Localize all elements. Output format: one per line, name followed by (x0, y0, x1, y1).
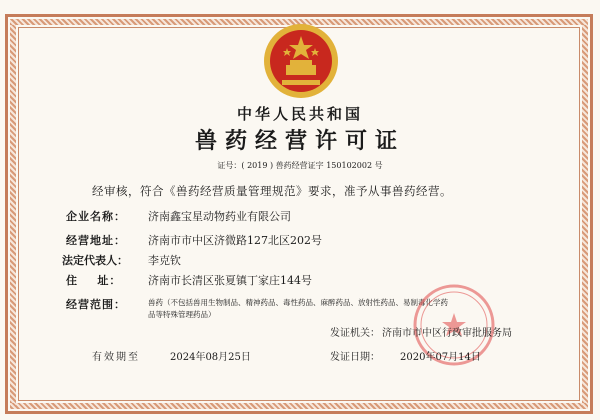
issuer-value: 济南市市中区行政审批服务局 (382, 328, 512, 339)
company-label: 企业名称： (66, 210, 126, 223)
approval-statement: 经审核，符合《兽药经营质量管理规范》要求，准予从事兽药经营。 (92, 184, 452, 198)
legal-rep-value: 李克钦 (148, 254, 181, 267)
company-value: 济南鑫宝星动物药业有限公司 (148, 210, 291, 223)
residence-label: 住 址： (66, 274, 122, 287)
legal-rep-label: 法定代表人： (62, 254, 128, 267)
scope-value: 兽药（不包括兽用生物制品、精神药品、毒性药品、麻醉药品、放射性药品、易制毒化学药品等特殊管理药品） (148, 298, 448, 319)
country-name: 中华人民共和国 (236, 105, 363, 123)
national-emblem-icon (262, 22, 340, 100)
scope-label: 经营范围： (66, 298, 126, 311)
issue-date-value: 2020年07月14日 (400, 352, 481, 363)
certificate-number: 证号：( 2019 ) 兽药经营证字 150102002 号 (217, 161, 383, 170)
certificate-title: 兽药经营许可证 (194, 128, 405, 154)
residence-value: 济南市长清区张夏镇丁家庄144号 (148, 274, 312, 287)
issuer-label: 发证机关： (330, 328, 380, 339)
valid-until-label: 有效期至 (92, 352, 140, 363)
valid-until-value: 2024年08月25日 (170, 352, 251, 363)
address-value: 济南市市中区济微路127北区202号 (148, 234, 322, 247)
issue-date-label: 发证日期： (330, 352, 380, 363)
address-label: 经营地址： (66, 234, 126, 247)
